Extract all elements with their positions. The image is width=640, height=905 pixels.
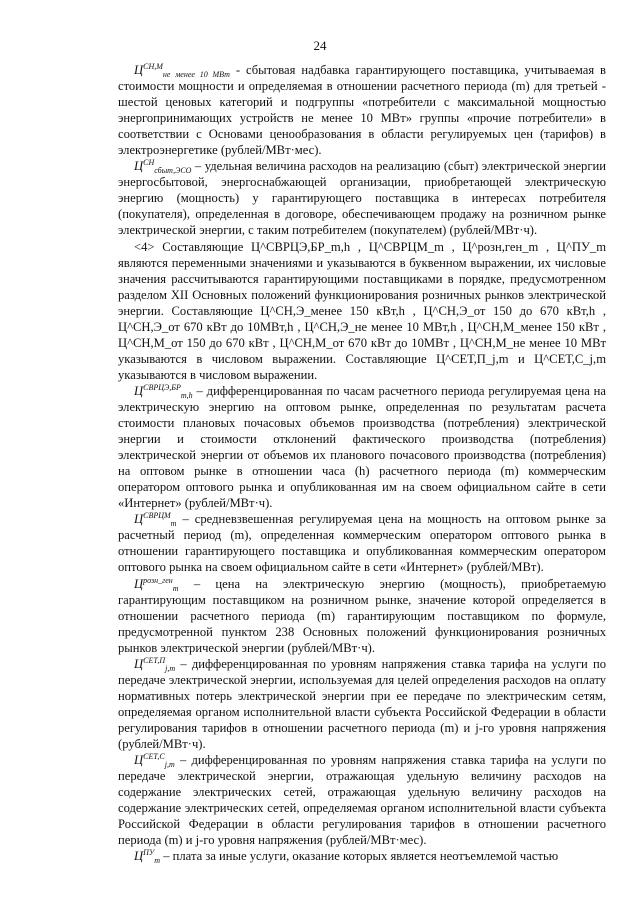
formula-symbol: $Ц^{СВРЦЭ,БР}_{m,h}$ bbox=[134, 382, 193, 400]
formula-symbol: $Ц^{СН,М}_{не менее 10 МВт}$ bbox=[134, 62, 230, 79]
formula-symbol: $Ц^{розн\_ген}_m$ bbox=[134, 575, 179, 593]
paragraph-set-p bbox=[118, 656, 606, 752]
paragraph-text: – цена на электрическую энергию (мощность), приобретаемую гарантирующим поставщиком на розничном рынке, значение которой определяется в отношении расчетного периода (m) гарантирующим поставщиком по формуле, предусмотренной пунктом 238 Основных положений функционирования розничных рынков электрической энергии (рублей/МВт·ч). bbox=[118, 576, 606, 655]
footnote-4 bbox=[118, 239, 606, 383]
paragraph-text: – плата за иные услуги, оказание которых является неотъемлемой частью bbox=[160, 849, 559, 864]
paragraph-set-s bbox=[118, 752, 606, 848]
paragraph-text: <4> Составляющие Ц^СВРЦЭ,БР_m,h , Ц^СВРЦМ_m , Ц^розн,ген_m , Ц^ПУ_m являются переменными значениями и указываются в буквенном выражении, их числовые значения рассчитываются гарантирующими поставщиками в порядке, предусмотренном разделом XII Основных положений функционирования розничных рынков электрической энергии. Составляющие Ц^СН,Э_менее 150 кВт,h , Ц^СН,Э_от 150 до 670 кВт,h , Ц^СН,Э_от 670 кВт до 10МВт,h , Ц^СН,Э_не менее 10 МВт,h , Ц^СН,М_менее 150 кВт , Ц^СН,М_от 150 до 670 кВт , Ц^СН,М_от 670 кВт до 10МВт , Ц^СН,М_не менее 10 МВт указываются в числовом выражении. Составляющие Ц^СЕТ,П_j,m и Ц^СЕТ,С_j,m указываются в числовом выражении. bbox=[118, 239, 606, 382]
paragraph-text: - сбытовая надбавка гарантирующего поставщика, учитываемая в стоимости мощности и определяемая в отношении расчетного периода (m) для третьей - шестой ценовых категорий и подгруппы «потребители с максимальной мощностью энергопринимающих устройств не менее 10 МВт» группы «прочие потребители» в соответствии с Основами ценообразования в области регулируемых цен (тарифов) в электроэнергетике (рублей/МВт·мес). bbox=[118, 63, 607, 158]
page-number: 24 bbox=[313, 38, 327, 53]
document-body bbox=[118, 62, 606, 864]
paragraph-text: – дифференцированная по часам расчетного периода регулируемая цена на электрическую энергию на оптовом рынке, определенная по результатам расчета стоимости плановых почасовых объемов производства (потребления) электрической энергии и стоимости отклонений фактического производства (потребления) электрической энергии от объемов их планового почасового производства (потребления) на оптовом рынке в отношении часа (h) расчетного периода (m) коммерческим оператором оптового рынка и опубликованная им на своем официальном сайте в сети «Интернет» (рублей/МВт·ч). bbox=[118, 383, 606, 511]
formula-symbol: $Ц^{СВРЦМ}_m$ bbox=[134, 511, 177, 529]
formula-symbol: $Ц^{СН}_{сбыт,ЭСО}$ bbox=[134, 158, 192, 176]
paragraph-sn-sbyt-eso bbox=[118, 158, 606, 238]
paragraph-svrce-br bbox=[118, 383, 606, 511]
paragraph-pu bbox=[118, 848, 606, 864]
paragraph-sn-m-10mw bbox=[118, 62, 606, 158]
paragraph-text: – удельная величина расходов на реализацию (сбыт) электрической энергии энергосбытовой, энергоснабжающей организации, приобретающей электрическую энергию (мощность) у гарантирующего поставщика в интересах потребителя (покупателя), определенная в договоре, обеспечивающем продажу на розничном рынке электрической энергии, с таким потребителем (покупателем) (рублей/МВт·ч). bbox=[118, 159, 606, 238]
formula-symbol: $Ц^{СЕТ,С}_{j,m}$ bbox=[134, 752, 175, 770]
formula-symbol: $Ц^{ПУ}_m$ bbox=[134, 848, 161, 866]
formula-symbol: $Ц^{СЕТ,П}_{j,m}$ bbox=[134, 655, 176, 673]
paragraph-svrcm bbox=[118, 511, 606, 575]
paragraph-text: – дифференцированная по уровням напряжения ставка тарифа на услуги по передаче электрической энергии, отражающая удельную величину расходов на содержание электрических сетей, отражающая удельную величину расходов на содержание электрических сетей, определяемая органом исполнительной власти субъекта Российской Федерации в области регулирования тарифов в отношении расчетного периода (m) и j-го уровня напряжения (рублей/МВт·мес). bbox=[118, 753, 606, 848]
paragraph-text: – дифференцированная по уровням напряжения ставка тарифа на услуги по передаче электрической энергии, используемая для целей определения расходов на оплату нормативных потерь электрической энергии при ее передаче по электрическим сетям, определяемая органом исполнительной власти субъекта Российской Федерации в области регулирования тарифов в отношении расчетного периода (m) и j-го уровня напряжения (рублей/МВт·ч). bbox=[118, 656, 606, 751]
paragraph-rozn-gen bbox=[118, 576, 606, 656]
paragraph-text: – средневзвешенная регулируемая цена на мощность на оптовом рынке за расчетный период (m), определенная коммерческим оператором оптового рынка в отношении гарантирующего поставщика и опубликованная коммерческим оператором оптового рынка на своем официальном сайте в сети «Интернет» (рублей/МВт). bbox=[118, 512, 606, 575]
